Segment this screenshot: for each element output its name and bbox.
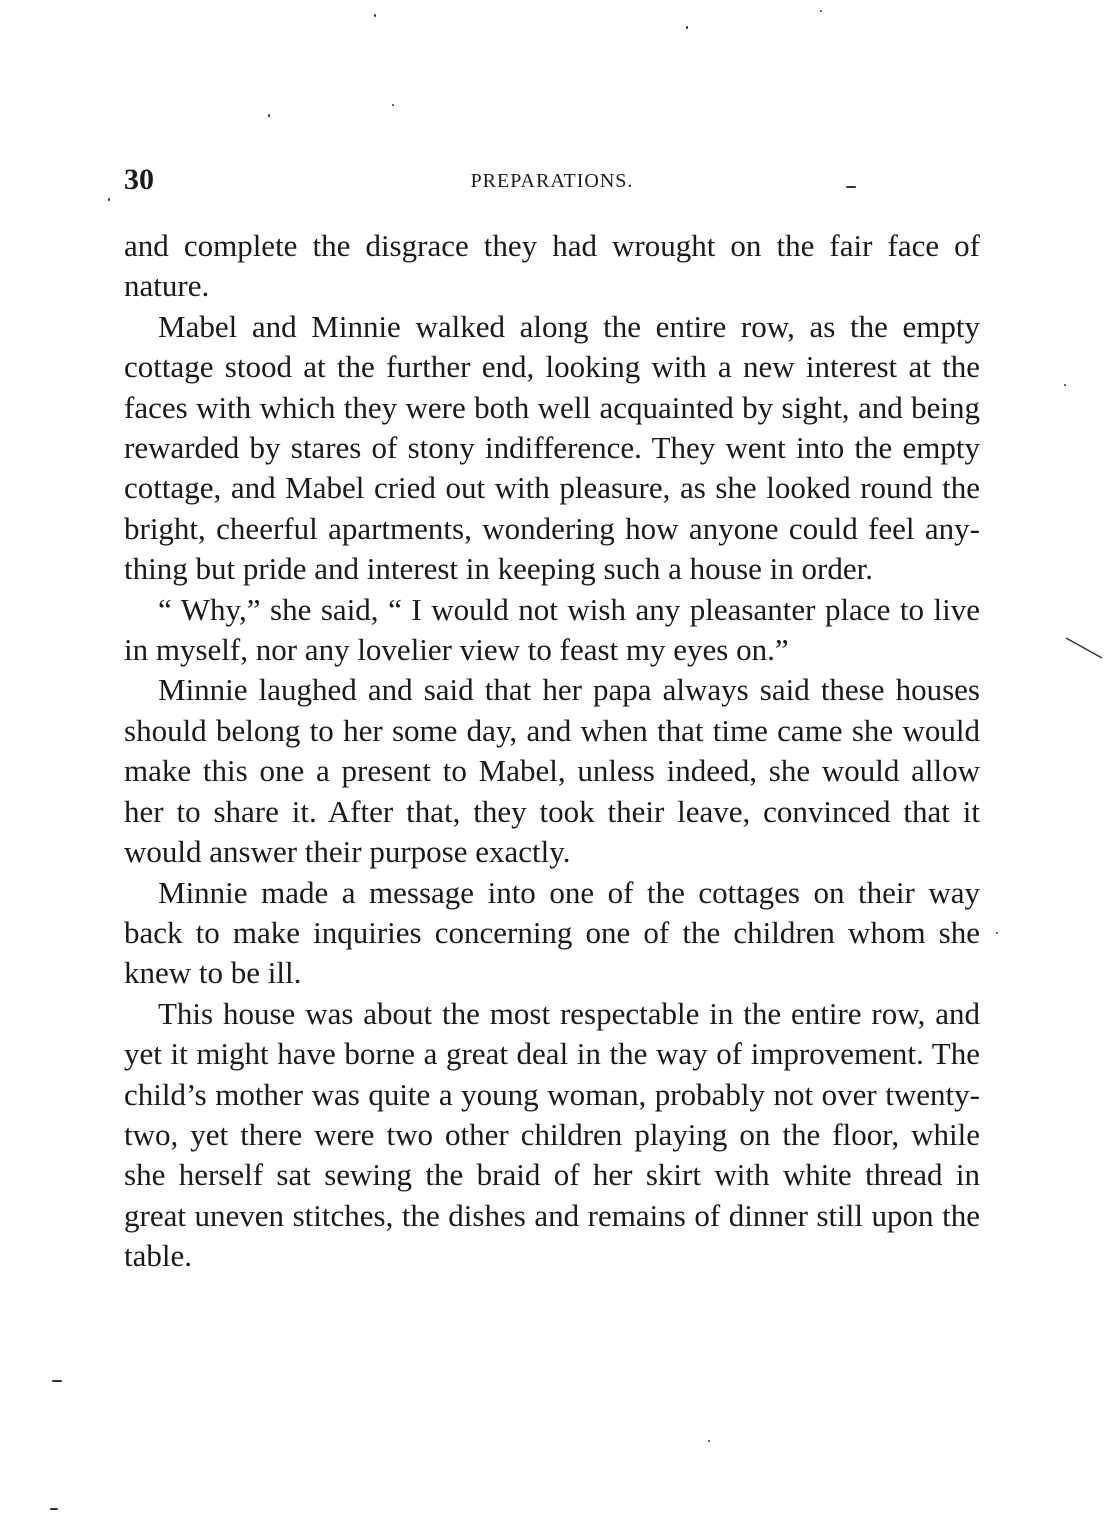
running-head: PREPARATIONS. [470,170,634,192]
paragraph: and complete the disgrace they had wrought on the fair face of nature. [124,228,980,304]
scan-speck [686,26,688,29]
page-header [124,160,980,200]
paragraph: Minnie laughed and said that her papa always said these houses should belong to her some day, and when that time came she would make this one a present to Mabel, unless indeed, she would allow her to share it. After that, they took their leave, convinced that it would answer their purpose exactly. [124,672,980,870]
scan-speck [820,10,822,12]
scan-speck [1064,384,1066,386]
scan-speck [846,186,856,188]
page-number: 30 [124,163,154,196]
scan-speck [108,198,110,201]
scan-speck [392,104,394,106]
scan-speck [52,1380,62,1382]
scan-speck [268,114,270,117]
paragraph: This house was about the most respectable in the entire row, and yet it might have borne a great deal in the way of improvement. The child’s mother was quite a young woman, probably not over twenty-two, yet there were two other children playing on the floor, while she herself sat sewing the braid of her skirt with white thread in great uneven stitches, the dishes and remains of dinner still upon the table. [124,995,980,1274]
paragraph: Minnie made a message into one of the cottages on their way back to make inquiries concerning one of the children whom she knew to be ill. [124,874,980,991]
scan-speck [996,932,998,934]
paragraph: “ Why,” she said, “ I would not wish any pleasanter place to live in myself, nor any lovelier view to feast my eyes on.” [124,591,980,668]
scan-line-mark [1064,634,1104,660]
paragraph: Mabel and Minnie walked along the entire row, as the empty cottage stood at the further end, looking with a new interest at the faces with which they were both well acquainted by sight, and being rewarded by stares of stony indifference. They went into the empty cottage, and Mabel cried out with pleasure, as she looked round the bright, cheerful apartments, wondering how anyone could feel anything but pride and interest in keeping such a house in order. [124,308,980,587]
scan-speck [374,14,376,17]
scan-speck [708,1440,710,1442]
scan-speck [50,1508,58,1510]
body-text [124,226,980,1277]
